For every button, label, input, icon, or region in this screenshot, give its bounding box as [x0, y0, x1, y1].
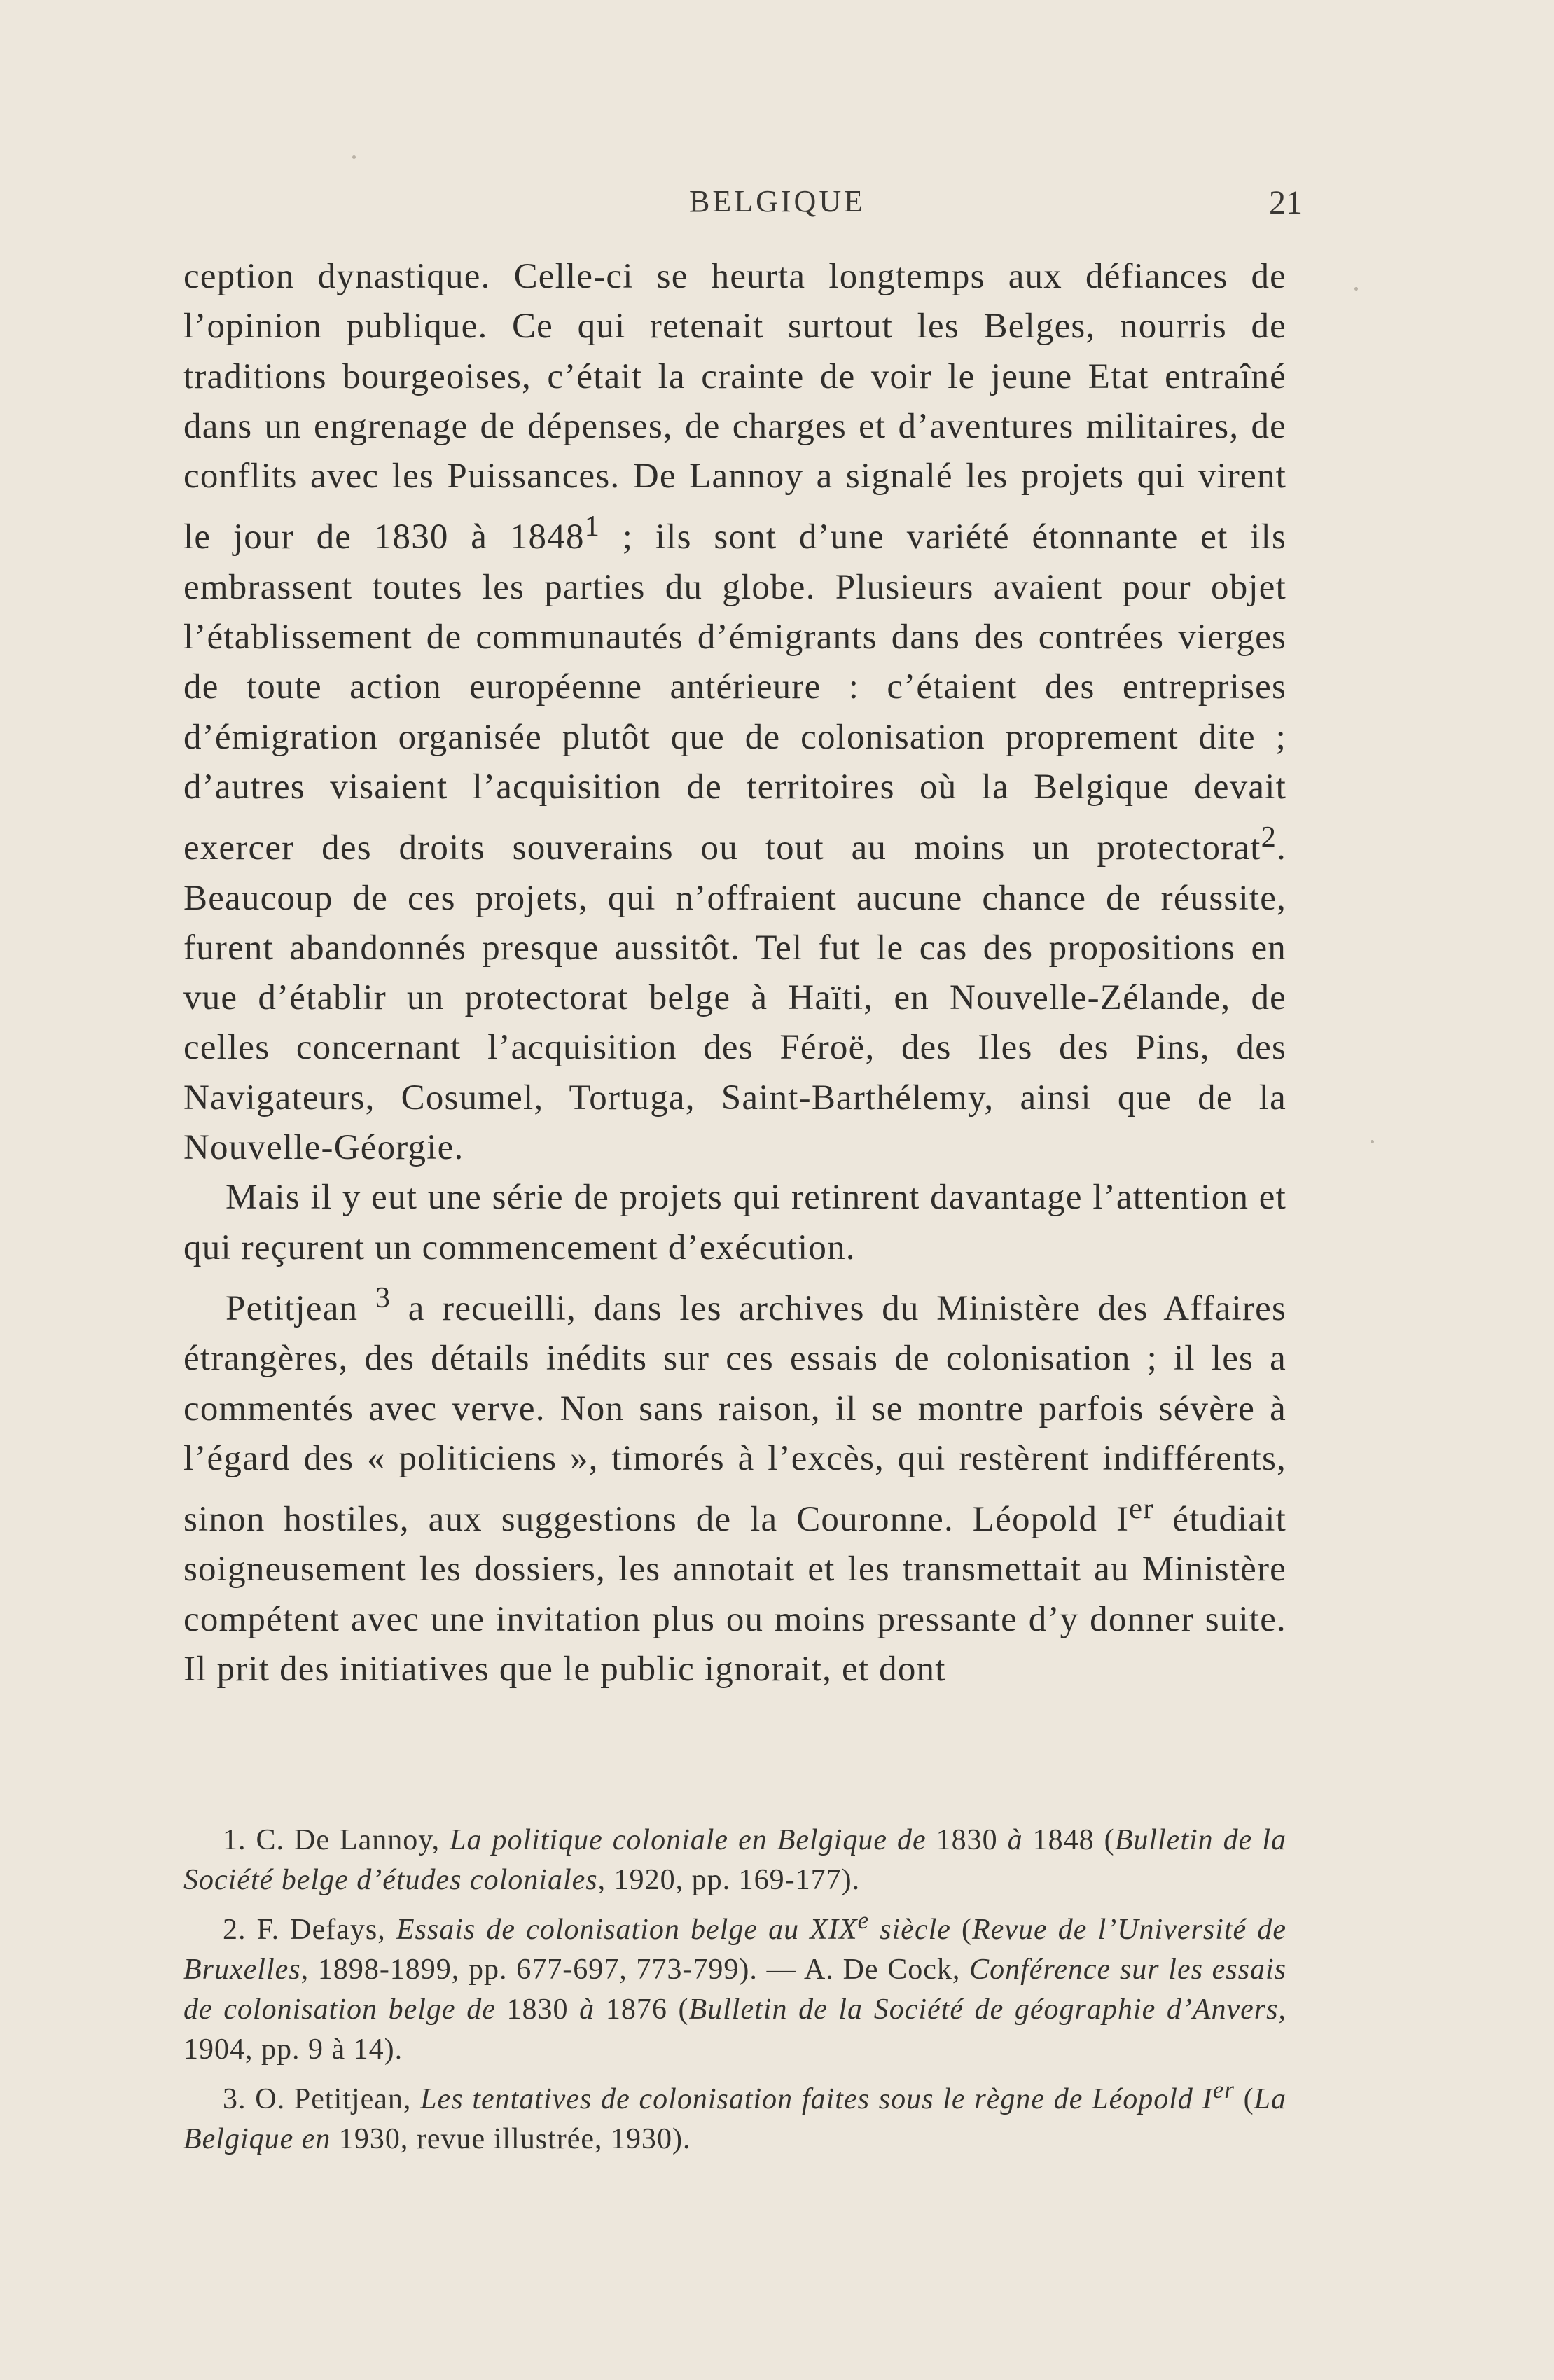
running-title: BELGIQUE	[689, 184, 866, 218]
paragraph-3: Petitjean $^3$ a recueilli, dans les archives du Ministère des Affaires étrangères, des détails inédits sur ces essais de colonisation ; il les a commentés avec verve. Non sans raison, il se montre parfois sévère à l’égard des « politiciens », timorés à l’excès, qui restèrent indifférents, sinon hostiles, aux suggestions de la Couronne. Léopold Ier étudiait soigneusement les dossiers, les annotait et les transmettait au Ministère compétent avec une invitation plus ou moins pressante d’y donner suite. Il prit des initiatives que le public ignorait, et dont	[183, 1281, 1286, 1690]
footnote-ref-2[interactable]: 2	[1261, 821, 1277, 854]
page-number: 21	[1269, 184, 1303, 221]
footnote-2: 2. F. Defays, Essais de colonisation belge au XIXe siècle (Revue de l’Université de Bruxelles, 1898-1899, pp. 677-697, 773-799). — A. De Cock, Conférence sur les essais de colonisation belge de 1830 à 1876 (Bulletin de la Société de géographie d’Anvers, 1904, pp. 9 à 14).	[183, 1907, 1286, 2066]
scan-speck	[1354, 287, 1358, 291]
paragraph-1: ception dynastique. Celle-ci se heurta longtemps aux défiances de l’opinion publique. Ce qui retenait surtout les Belges, nourris de traditions bourgeoises, c’était la crainte de voir le jeune Etat entraîné dans un engrenage de dépenses, de charges et d’aventures militaires, de conflits avec les Puissances. De Lannoy a signalé les projets qui virent le jour de 1830 à 1848$^1$ ; ils sont d’une variété étonnante et ils embrassent toutes les parties du globe. Plusieurs avaient pour objet l’établissement de communautés d’émigrants dans des contrées vierges de toute action européenne antérieure : c’étaient des entreprises d’émigration organisée plutôt que de colonisation proprement dite ; d’autres visaient l’acquisition de territoires où la Belgique devait exercer des droits souverains ou tout au moins un protectorat$^2$. Beaucoup de ces projets, qui n’offraient aucune chance de réussite, furent abandonnés presque aussitôt. Tel fut le cas des propositions en vue d’établir un protectorat belge à Haïti, en Nouvelle-Zélande, de celles concernant l’acquisition des Féroë, des Iles des Pins, des Navigateurs, Cosumel, Tortuga, Saint-Barthélemy, ainsi que de la Nouvelle-Géorgie.	[183, 257, 1286, 1168]
footnote-3: 3. O. Petitjean, Les tentatives de colonisation faites sous le règne de Léopold Ier (La Belgique en 1930, revue illustrée, 1930).	[183, 2076, 1286, 2155]
footnote-1: 1. C. De Lannoy, La politique coloniale en Belgique de 1830 à 1848 (Bulletin de la Société belge d’études coloniales, 1920, pp. 169-177).	[183, 1824, 1286, 1896]
page-header	[0, 183, 1554, 225]
footnote-ref-3[interactable]: 3	[375, 1281, 391, 1314]
paragraph-2: Mais il y eut une série de projets qui retinrent davantage l’attention et qui reçurent un commencement d’exécution.	[183, 1178, 1286, 1267]
scan-speck	[1371, 1140, 1374, 1143]
body-text	[183, 252, 1286, 1694]
scan-speck	[352, 155, 356, 159]
ordinal-superscript: er	[1129, 1492, 1154, 1526]
footnote-ref-1[interactable]: 1	[584, 510, 601, 543]
footnotes	[183, 1821, 1286, 2159]
